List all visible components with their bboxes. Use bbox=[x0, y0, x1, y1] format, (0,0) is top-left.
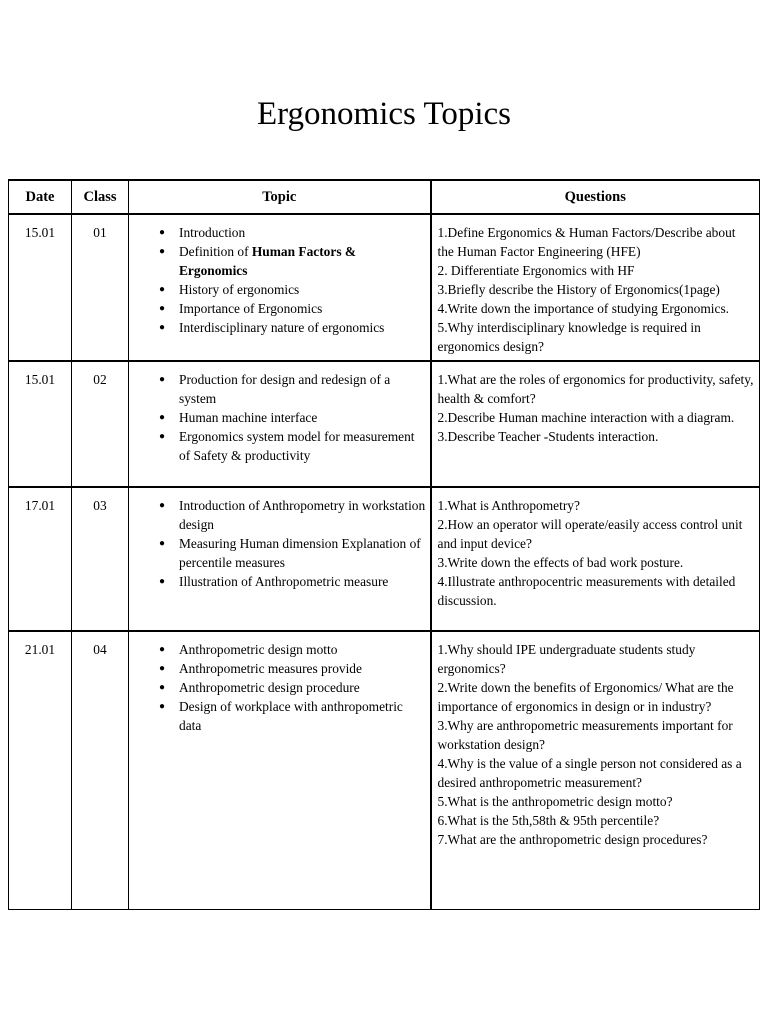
bullet-icon: ● bbox=[159, 663, 166, 674]
question-text: 3.Write down the effects of bad work posture. bbox=[437, 555, 684, 570]
question-text: 4.Illustrate anthropocentric measurements with detailed discussion. bbox=[437, 574, 736, 608]
topic-item bbox=[159, 678, 426, 697]
topic-bold-text: Human Factors & Ergonomics bbox=[179, 244, 357, 278]
row-topics bbox=[129, 214, 431, 361]
topic-item bbox=[159, 659, 426, 678]
row-topics bbox=[129, 487, 431, 631]
row-questions bbox=[431, 361, 760, 487]
topic-item bbox=[159, 280, 426, 299]
bullet-icon: ● bbox=[159, 431, 166, 442]
header-date: Date bbox=[9, 180, 72, 214]
topic-text: Importance of Ergonomics bbox=[179, 301, 323, 316]
row-date: 15.01 bbox=[9, 361, 72, 487]
topic-item bbox=[159, 370, 426, 408]
bullet-icon: ● bbox=[159, 284, 166, 295]
bullet-icon: ● bbox=[159, 538, 166, 549]
question-text: 2.How an operator will operate/easily access control unit and input device? bbox=[437, 517, 743, 551]
row-class: 03 bbox=[72, 487, 129, 631]
question-text: 4.Why is the value of a single person not considered as a desired anthropometric measurement? bbox=[437, 756, 742, 790]
question-text: 3.Briefly describe the History of Ergonomics(1page) bbox=[437, 282, 720, 297]
topic-text: Human machine interface bbox=[179, 410, 318, 425]
question-text: 6.What is the 5th,58th & 95th percentile? bbox=[437, 813, 660, 828]
topic-text: Anthropometric design motto bbox=[179, 642, 338, 657]
bullet-icon: ● bbox=[159, 227, 166, 238]
question-text: 3.Why are anthropometric measurements important for workstation design? bbox=[437, 718, 733, 752]
topic-item bbox=[159, 534, 426, 572]
header-questions: Questions bbox=[431, 180, 760, 214]
topic-item bbox=[159, 640, 426, 659]
bullet-icon: ● bbox=[159, 500, 166, 511]
topic-list bbox=[129, 370, 426, 465]
row-topics bbox=[129, 361, 431, 487]
row-class: 02 bbox=[72, 361, 129, 487]
topic-list bbox=[129, 640, 426, 735]
question-text: 5.What is the anthropometric design motto? bbox=[437, 794, 673, 809]
topic-list bbox=[129, 496, 426, 591]
topic-text: Introduction bbox=[179, 225, 246, 240]
table-header-row bbox=[9, 180, 760, 214]
bullet-icon: ● bbox=[159, 644, 166, 655]
topic-text: Production for design and redesign of a system bbox=[179, 372, 391, 406]
topic-item bbox=[159, 299, 426, 318]
topic-list bbox=[129, 223, 426, 337]
topic-item bbox=[159, 427, 426, 465]
topic-text: Illustration of Anthropometric measure bbox=[179, 574, 389, 589]
topic-item bbox=[159, 223, 426, 242]
row-class: 01 bbox=[72, 214, 129, 361]
topic-text: Anthropometric design procedure bbox=[179, 680, 360, 695]
row-date: 21.01 bbox=[9, 631, 72, 909]
row-topics bbox=[129, 631, 431, 909]
table-row bbox=[9, 487, 760, 631]
row-class: 04 bbox=[72, 631, 129, 909]
question-text: 1.Define Ergonomics & Human Factors/Describe about the Human Factor Engineering (HFE) bbox=[437, 225, 736, 259]
table-row bbox=[9, 361, 760, 487]
table-row bbox=[9, 214, 760, 361]
bullet-icon: ● bbox=[159, 682, 166, 693]
header-class: Class bbox=[72, 180, 129, 214]
topic-text: Definition of bbox=[179, 244, 252, 259]
question-text: 2.Describe Human machine interaction with a diagram. bbox=[437, 410, 735, 425]
bullet-icon: ● bbox=[159, 412, 166, 423]
topic-text: Design of workplace with anthropometric data bbox=[179, 699, 403, 733]
bullet-icon: ● bbox=[159, 303, 166, 314]
row-date: 17.01 bbox=[9, 487, 72, 631]
topic-item bbox=[159, 572, 426, 591]
question-text: 3.Describe Teacher -Students interaction. bbox=[437, 429, 659, 444]
topic-item bbox=[159, 242, 426, 280]
question-text: 4.Write down the importance of studying Ergonomics. bbox=[437, 301, 730, 316]
row-questions bbox=[431, 487, 760, 631]
row-date: 15.01 bbox=[9, 214, 72, 361]
topic-text: Measuring Human dimension Explanation of percentile measures bbox=[179, 536, 421, 570]
question-text: 2.Write down the benefits of Ergonomics/ What are the importance of ergonomics in design or in industry? bbox=[437, 680, 734, 714]
header-topic: Topic bbox=[129, 180, 431, 214]
topic-text: History of ergonomics bbox=[179, 282, 300, 297]
bullet-icon: ● bbox=[159, 322, 166, 333]
row-questions bbox=[431, 214, 760, 361]
question-text: 2. Differentiate Ergonomics with HF bbox=[437, 263, 635, 278]
topics-table bbox=[8, 179, 760, 910]
bullet-icon: ● bbox=[159, 374, 166, 385]
table-row bbox=[9, 631, 760, 909]
bullet-icon: ● bbox=[159, 701, 166, 712]
topic-text: Introduction of Anthropometry in workstation design bbox=[179, 498, 426, 532]
question-text: 7.What are the anthropometric design procedures? bbox=[437, 832, 708, 847]
bullet-icon: ● bbox=[159, 576, 166, 587]
question-text: 1.What are the roles of ergonomics for productivity, safety, health & comfort? bbox=[437, 372, 754, 406]
question-text: 1.Why should IPE undergraduate students study ergonomics? bbox=[437, 642, 696, 676]
topic-item bbox=[159, 408, 426, 427]
question-text: 5.Why interdisciplinary knowledge is required in ergonomics design? bbox=[437, 320, 701, 354]
topic-text: Ergonomics system model for measurement of Safety & productivity bbox=[179, 429, 415, 463]
row-questions bbox=[431, 631, 760, 909]
topic-item bbox=[159, 318, 426, 337]
page-title: Ergonomics Topics bbox=[256, 96, 512, 132]
question-text: 1.What is Anthropometry? bbox=[437, 498, 580, 513]
topic-item bbox=[159, 496, 426, 534]
bullet-icon: ● bbox=[159, 246, 166, 257]
topic-text: Interdisciplinary nature of ergonomics bbox=[179, 320, 385, 335]
topic-text: Anthropometric measures provide bbox=[179, 661, 362, 676]
topic-item bbox=[159, 697, 426, 735]
